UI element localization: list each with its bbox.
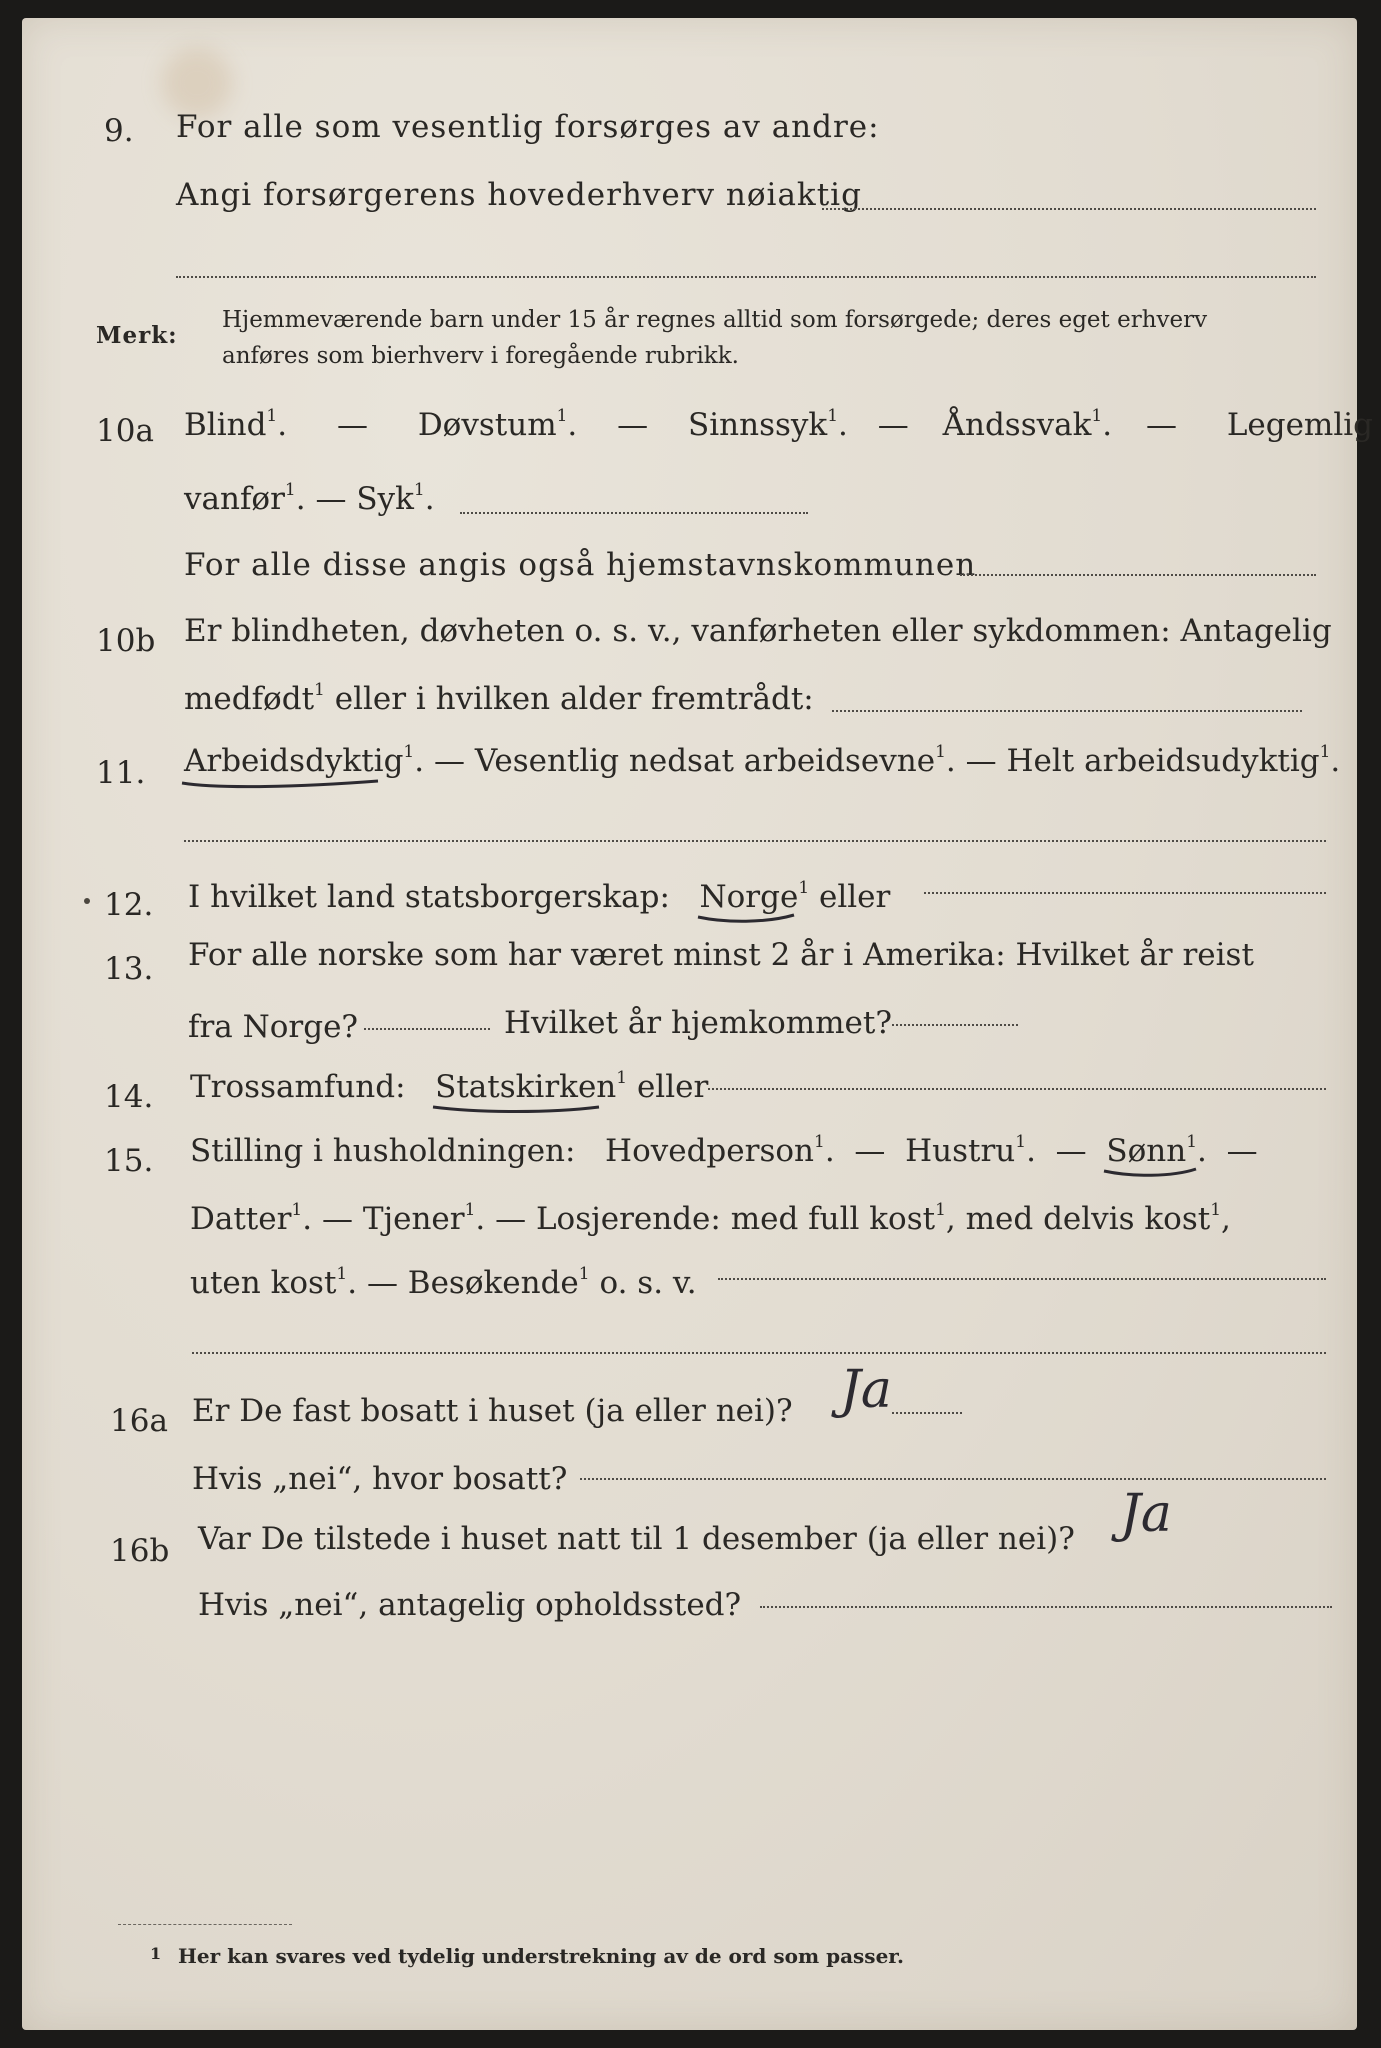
opt-norge-underlined[interactable] [699, 878, 810, 915]
sup: 1 [291, 1200, 303, 1220]
opt-vesentlig[interactable]: Vesentlig nedsat arbeidsevne [474, 743, 936, 779]
q15-answer-line[interactable] [718, 1278, 1326, 1280]
paper-stain [162, 48, 232, 118]
q15-stilling: Stilling i husholdningen: [190, 1133, 576, 1169]
q16b-line1: Var De tilstede i huset natt til 1 desember (ja eller nei)? [198, 1521, 1075, 1557]
q9-answer-line-2[interactable] [176, 276, 1316, 278]
q14-number: 14. [104, 1079, 154, 1115]
sup: 1 [556, 406, 568, 426]
q13-hjemkommet-line[interactable] [892, 1024, 1018, 1026]
q10a-line1: Blind$^1$. — Døvstum$^1$. — Sinnssyk$^1$. — Åndssvak$^1$. — Legemlig [184, 406, 1374, 443]
q10b-line2 [184, 680, 814, 717]
q14-answer-line[interactable] [708, 1088, 1326, 1090]
opt-datter[interactable]: Datter [190, 1201, 292, 1237]
q13-fra: fra Norge? [188, 1009, 359, 1045]
q16a-bosatt-line[interactable] [580, 1478, 1326, 1480]
q15-answer-line-2[interactable] [192, 1352, 1326, 1354]
q12-line [188, 878, 891, 915]
q13-reist-line[interactable] [364, 1028, 490, 1030]
opt-tjener[interactable]: Tjener [362, 1201, 465, 1237]
q15-osv: o. s. v. [599, 1265, 697, 1301]
sup: 1 [336, 1264, 348, 1284]
merk-line1: Hjemmeværende barn under 15 år regnes alltid som forsørgede; deres eget erhverv [222, 307, 1208, 333]
underline-mark [696, 911, 796, 927]
opt-vanfor[interactable]: vanfør [184, 481, 285, 517]
opt-losj-full[interactable]: Losjerende: med full kost [535, 1201, 936, 1237]
sup: 1 [1210, 1200, 1222, 1220]
q11-line: Arbeidsdyktig $^1$. — Vesentlig nedsat arbeidsevne$^1$. — Helt arbeidsudyktig$^1$. [184, 746, 1340, 777]
merk-line2: anføres som bierhverv i foregående rubrikk. [222, 343, 739, 369]
q10a-line2: vanfør$^1$. — Syk$^1$. [184, 480, 435, 517]
q12-answer-line[interactable] [924, 892, 1326, 894]
sup: 1 [578, 1264, 590, 1284]
opt-sonn: Sønn [1106, 1133, 1187, 1169]
q10b-number: 10b [96, 623, 156, 659]
opt-legemlig[interactable]: Legemlig [1226, 407, 1374, 443]
sup: 1 [616, 1068, 628, 1088]
sup: 1 [284, 480, 296, 500]
q16b-number: 16b [110, 1533, 170, 1569]
merk-label: Merk: [96, 322, 178, 349]
sup: 1 [827, 406, 839, 426]
q16a-line1: Er De fast bosatt i huset (ja eller nei)? [192, 1393, 793, 1429]
opt-arbeidsdyktig: Arbeidsdyktig [184, 743, 404, 779]
q10b-answer-line[interactable] [832, 710, 1302, 712]
q10a-line3: For alle disse angis også hjemstavnskommunen [184, 547, 977, 583]
q16a-handwritten-answer[interactable]: Ja [840, 1360, 892, 1420]
opt-hovedperson[interactable]: Hovedperson [605, 1133, 814, 1169]
footnote-rule [118, 1924, 292, 1925]
opt-uten[interactable]: uten kost [190, 1265, 337, 1301]
sup: 1 [1319, 742, 1331, 762]
q12-text: I hvilket land statsborgerskap: [188, 879, 670, 915]
underline-mark [431, 1101, 601, 1117]
opt-statskirken: Statskirken [435, 1069, 617, 1105]
sup: 1 [1186, 1132, 1198, 1152]
q9-line2: Angi forsørgerens hovederhverv nøiaktig [176, 177, 862, 213]
q10b-line2-rest: eller i hvilken alder fremtrådt: [334, 681, 814, 717]
sup: 1 [1091, 406, 1103, 426]
q16a-line2: Hvis „nei“, hvor bosatt? [192, 1461, 568, 1497]
footnote-text: Her kan svares ved tydelig understrekning av de ord som passer. [178, 1944, 904, 1968]
sup: 1 [798, 878, 810, 898]
q10a-number: 10a [96, 413, 154, 449]
q15-line2: Datter$^1$. — Tjener$^1$. — Losjerende: med full kost$^1$, med delvis kost$^1$, [190, 1200, 1231, 1237]
q9-line1: For alle som vesentlig forsørges av andre: [176, 109, 880, 145]
q15-line3: uten kost$^1$. — Besøkende$^1$ o. s. v. [190, 1264, 697, 1301]
opt-delvis[interactable]: med delvis kost [965, 1201, 1211, 1237]
q10a-hjemstavn-line[interactable] [960, 574, 1316, 576]
q10b-line1: Er blindheten, døvheten o. s. v., vanførheten eller sykdommen: Antagelig [184, 613, 1332, 649]
q12-number: 12. [104, 887, 154, 923]
census-form-page [22, 18, 1374, 2030]
q14-line [190, 1068, 709, 1105]
opt-hustru[interactable]: Hustru [905, 1133, 1016, 1169]
q16b-handwritten-answer[interactable]: Ja [1120, 1484, 1172, 1544]
q13-line1: For alle norske som har været minst 2 år i Amerika: Hvilket år reist [188, 937, 1254, 973]
q13-number: 13. [104, 951, 154, 987]
q14-eller: eller [636, 1069, 709, 1105]
q15-line1: Stilling i husholdningen: Hovedperson$^1$. — Hustru$^1$. — Sønn $^1$. — [190, 1136, 1258, 1167]
sup: 1 [935, 742, 946, 762]
q13-hjem: Hvilket år hjemkommet? [504, 1005, 892, 1041]
underline-mark [1102, 1165, 1198, 1181]
footnote-mark: 1 [150, 1944, 162, 1963]
opt-besok[interactable]: Besøkende [407, 1265, 579, 1301]
opt-andssvak[interactable]: Åndssvak [942, 407, 1092, 443]
q16a-answer-line[interactable] [892, 1412, 962, 1414]
opt-helt[interactable]: Helt arbeidsudyktig [1006, 743, 1320, 779]
sup: 1 [813, 1132, 825, 1152]
sup: 1 [314, 680, 325, 700]
sup: 1 [935, 1200, 946, 1220]
opt-blind[interactable]: Blind [184, 407, 267, 443]
sup: 1 [464, 1200, 476, 1220]
sup: 1 [1015, 1132, 1027, 1152]
opt-arbeidsdyktig-underlined[interactable] [184, 743, 404, 779]
sup: 1 [413, 480, 425, 500]
underline-mark [180, 775, 380, 791]
sup: 1 [403, 742, 415, 762]
opt-medfodt[interactable]: medfødt [184, 681, 315, 717]
ink-speck [84, 898, 90, 904]
q16a-number: 16a [110, 1403, 168, 1439]
opt-sinnssyk[interactable]: Sinnssyk [688, 407, 828, 443]
q9-answer-line[interactable] [822, 208, 1316, 210]
opt-norge: Norge [699, 879, 799, 915]
q15-number: 15. [104, 1143, 154, 1179]
q10a-answer-line[interactable] [460, 512, 808, 514]
q11-number: 11. [96, 755, 146, 791]
q16b-line2: Hvis „nei“, antagelig opholdssted? [198, 1587, 742, 1623]
q9-number: 9. [104, 113, 134, 149]
q16b-opholdssted-line[interactable] [760, 1606, 1332, 1608]
opt-statskirken-underlined[interactable] [435, 1069, 617, 1105]
opt-dovstum[interactable]: Døvstum [417, 407, 557, 443]
sup: 1 [266, 406, 278, 426]
opt-sonn-underlined[interactable] [1106, 1133, 1187, 1169]
q11-answer-line[interactable] [184, 840, 1326, 842]
q12-eller: eller [819, 879, 891, 915]
q14-text: Trossamfund: [190, 1069, 406, 1105]
opt-syk[interactable]: Syk [356, 481, 414, 517]
